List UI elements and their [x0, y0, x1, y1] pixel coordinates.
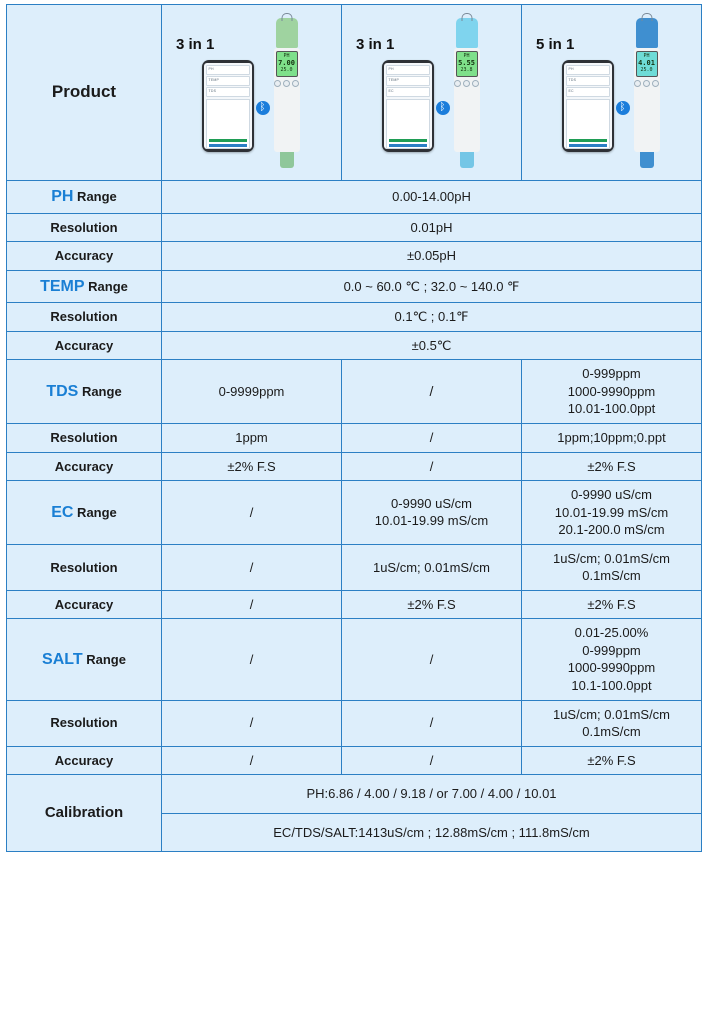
pen-meter-3 — [632, 18, 662, 168]
cell-tds-resolution-1: 1ppm — [162, 424, 342, 453]
cell-line: 0-999ppm — [582, 642, 641, 658]
pen-screen-value: 5.55 — [458, 59, 475, 68]
cell-salt-resolution-1: / — [162, 700, 342, 746]
row-label-rest: Range — [73, 189, 117, 204]
cell-ec-resolution-2: 1uS/cm; 0.01mS/cm — [342, 544, 522, 590]
row-label-ph-accuracy: Accuracy — [7, 242, 162, 271]
cell-tds-resolution-2: / — [342, 424, 522, 453]
pen-screen-value: 4.01 — [638, 59, 655, 68]
table-row-ec-range — [7, 481, 702, 545]
cell-ph-range: 0.00-14.00pH — [162, 181, 702, 214]
table-row-ph-accuracy — [7, 242, 702, 271]
cell-ec-resolution-3 — [522, 544, 702, 590]
cell-ph-resolution: 0.01pH — [162, 213, 702, 242]
cell-temp-accuracy: ±0.5℃ — [162, 331, 702, 360]
phone-row-label: TDS — [208, 89, 217, 94]
cell-salt-accuracy-2: / — [342, 746, 522, 775]
product-cell-2 — [342, 5, 522, 181]
table-row-tds-resolution — [7, 424, 702, 453]
pen-screen-temp: 25.0 — [640, 66, 653, 73]
row-label-accent: SALT — [42, 650, 83, 668]
product-title-1: 3 in 1 — [176, 36, 215, 53]
cell-temp-resolution: 0.1℃ ; 0.1℉ — [162, 303, 702, 332]
table-row-temp-accuracy — [7, 331, 702, 360]
cell-line: 10.01-19.99 mS/cm — [554, 504, 669, 520]
cell-line: 1000-9990ppm — [567, 660, 656, 676]
cell-salt-accuracy-1: / — [162, 746, 342, 775]
bluetooth-icon: ᛒ — [616, 101, 630, 115]
table-row-ph-range — [7, 181, 702, 214]
table-row-tds-accuracy — [7, 452, 702, 481]
cell-tds-range-3 — [522, 360, 702, 424]
cell-line: 0.1mS/cm — [582, 724, 641, 740]
row-label-accent: TDS — [46, 382, 79, 400]
pen-screen-line: PH — [283, 52, 290, 59]
cell-line: 0.1mS/cm — [582, 568, 641, 584]
cell-tds-accuracy-2: / — [342, 452, 522, 481]
cell-line: 0.01-25.00% — [574, 625, 649, 641]
phone-row-label: PH — [568, 67, 574, 72]
product-cell-1 — [162, 5, 342, 181]
row-label-product: Product — [7, 5, 162, 181]
table-row-salt-range — [7, 619, 702, 700]
bluetooth-icon: ᛒ — [436, 101, 450, 115]
cell-ec-range-2 — [342, 481, 522, 545]
cell-calibration-ph: PH:6.86 / 4.00 / 9.18 / or 7.00 / 4.00 / 10.01 — [162, 775, 702, 814]
pen-screen-temp: 23.8 — [460, 66, 473, 73]
table-row-temp-resolution — [7, 303, 702, 332]
cell-salt-range-3 — [522, 619, 702, 700]
row-label-temp-accuracy: Accuracy — [7, 331, 162, 360]
cell-line: 0-999ppm — [582, 366, 641, 382]
cell-line: 0-9990 uS/cm — [571, 487, 652, 503]
pen-screen-line: PH — [643, 52, 650, 59]
row-label-temp-resolution: Resolution — [7, 303, 162, 332]
row-label-salt-resolution: Resolution — [7, 700, 162, 746]
table-row-salt-accuracy — [7, 746, 702, 775]
table-row-product — [7, 5, 702, 181]
cell-line: 1uS/cm; 0.01mS/cm — [552, 550, 671, 566]
pen-meter-1 — [272, 18, 302, 168]
row-label-tds-accuracy: Accuracy — [7, 452, 162, 481]
table-row-ec-resolution — [7, 544, 702, 590]
cell-ec-range-3 — [522, 481, 702, 545]
pen-screen-temp: 25.0 — [280, 66, 293, 73]
row-label-ec-range — [7, 481, 162, 545]
cell-tds-range-2 — [342, 360, 522, 424]
cell-tds-accuracy-1: ±2% F.S — [162, 452, 342, 481]
phone-app-3 — [562, 60, 614, 152]
cell-salt-accuracy-3: ±2% F.S — [522, 746, 702, 775]
cell-line: 10.01-100.0ppt — [567, 401, 656, 417]
cell-line: 10.01-19.99 mS/cm — [374, 513, 489, 529]
bluetooth-icon: ᛒ — [256, 101, 270, 115]
row-label-salt-accuracy: Accuracy — [7, 746, 162, 775]
phone-row-label: TDS — [568, 78, 577, 83]
cell-line: 1uS/cm; 0.01mS/cm — [552, 706, 671, 722]
row-label-ec-resolution: Resolution — [7, 544, 162, 590]
cell-ec-resolution-1: / — [162, 544, 342, 590]
pen-screen-value: 7.00 — [278, 59, 295, 68]
table-row-salt-resolution — [7, 700, 702, 746]
product-cell-3 — [522, 5, 702, 181]
cell-line: 0-9990 uS/cm — [391, 495, 472, 511]
row-label-calibration: Calibration — [7, 775, 162, 852]
table-row-temp-range — [7, 270, 702, 303]
cell-salt-resolution-3 — [522, 700, 702, 746]
row-label-accent: EC — [51, 503, 74, 521]
row-label-rest: Range — [84, 278, 128, 294]
row-label-salt-range — [7, 619, 162, 700]
row-label-temp-range — [7, 270, 162, 303]
row-label-accent: TEMP — [40, 277, 85, 295]
row-label-ph-resolution: Resolution — [7, 213, 162, 242]
cell-tds-resolution-3: 1ppm;10ppm;0.ppt — [522, 424, 702, 453]
product-title-3: 5 in 1 — [536, 36, 575, 53]
phone-row-label: PH — [388, 67, 394, 72]
cell-calibration-ec: EC/TDS/SALT:1413uS/cm ; 12.88mS/cm ; 111.8mS/cm — [162, 813, 702, 852]
phone-row-label: EC — [568, 89, 574, 94]
product-title-2: 3 in 1 — [356, 36, 395, 53]
row-label-rest: Range — [78, 383, 122, 399]
row-label-rest: Range — [73, 504, 117, 520]
row-label-tds-range — [7, 360, 162, 424]
table-row-calibration-1 — [7, 775, 702, 814]
table-row-ph-resolution — [7, 213, 702, 242]
cell-tds-accuracy-3: ±2% F.S — [522, 452, 702, 481]
row-label-tds-resolution: Resolution — [7, 424, 162, 453]
cell-line: 10.1-100.0ppt — [571, 678, 652, 694]
cell-salt-range-2: / — [342, 619, 522, 700]
cell-line: / — [429, 383, 434, 400]
row-label-ec-accuracy: Accuracy — [7, 590, 162, 619]
phone-app-2 — [382, 60, 434, 152]
cell-line: 1000-9990ppm — [567, 383, 656, 399]
cell-line: 0-9999ppm — [218, 383, 285, 399]
cell-ec-accuracy-1: / — [162, 590, 342, 619]
cell-ec-accuracy-3: ±2% F.S — [522, 590, 702, 619]
cell-tds-range-1 — [162, 360, 342, 424]
cell-line: 20.1-200.0 mS/cm — [558, 522, 665, 538]
row-label-accent: PH — [51, 188, 74, 205]
phone-row-label: TEMP — [388, 78, 400, 83]
cell-ec-accuracy-2: ±2% F.S — [342, 590, 522, 619]
phone-row-label: PH — [208, 67, 214, 72]
phone-row-label: EC — [388, 89, 394, 94]
phone-app-1 — [202, 60, 254, 152]
pen-meter-2 — [452, 18, 482, 168]
row-label-ph-range — [7, 181, 162, 214]
cell-ec-range-1: / — [162, 481, 342, 545]
row-label-rest: Range — [82, 651, 126, 667]
table-row-tds-range — [7, 360, 702, 424]
cell-salt-resolution-2: / — [342, 700, 522, 746]
pen-screen-line: PH — [463, 52, 470, 59]
cell-ph-accuracy: ±0.05pH — [162, 242, 702, 271]
cell-temp-range: 0.0 ~ 60.0 ℃ ; 32.0 ~ 140.0 ℉ — [162, 270, 702, 303]
cell-salt-range-1: / — [162, 619, 342, 700]
table-row-ec-accuracy — [7, 590, 702, 619]
specification-table — [6, 4, 702, 852]
phone-row-label: TEMP — [208, 78, 220, 83]
